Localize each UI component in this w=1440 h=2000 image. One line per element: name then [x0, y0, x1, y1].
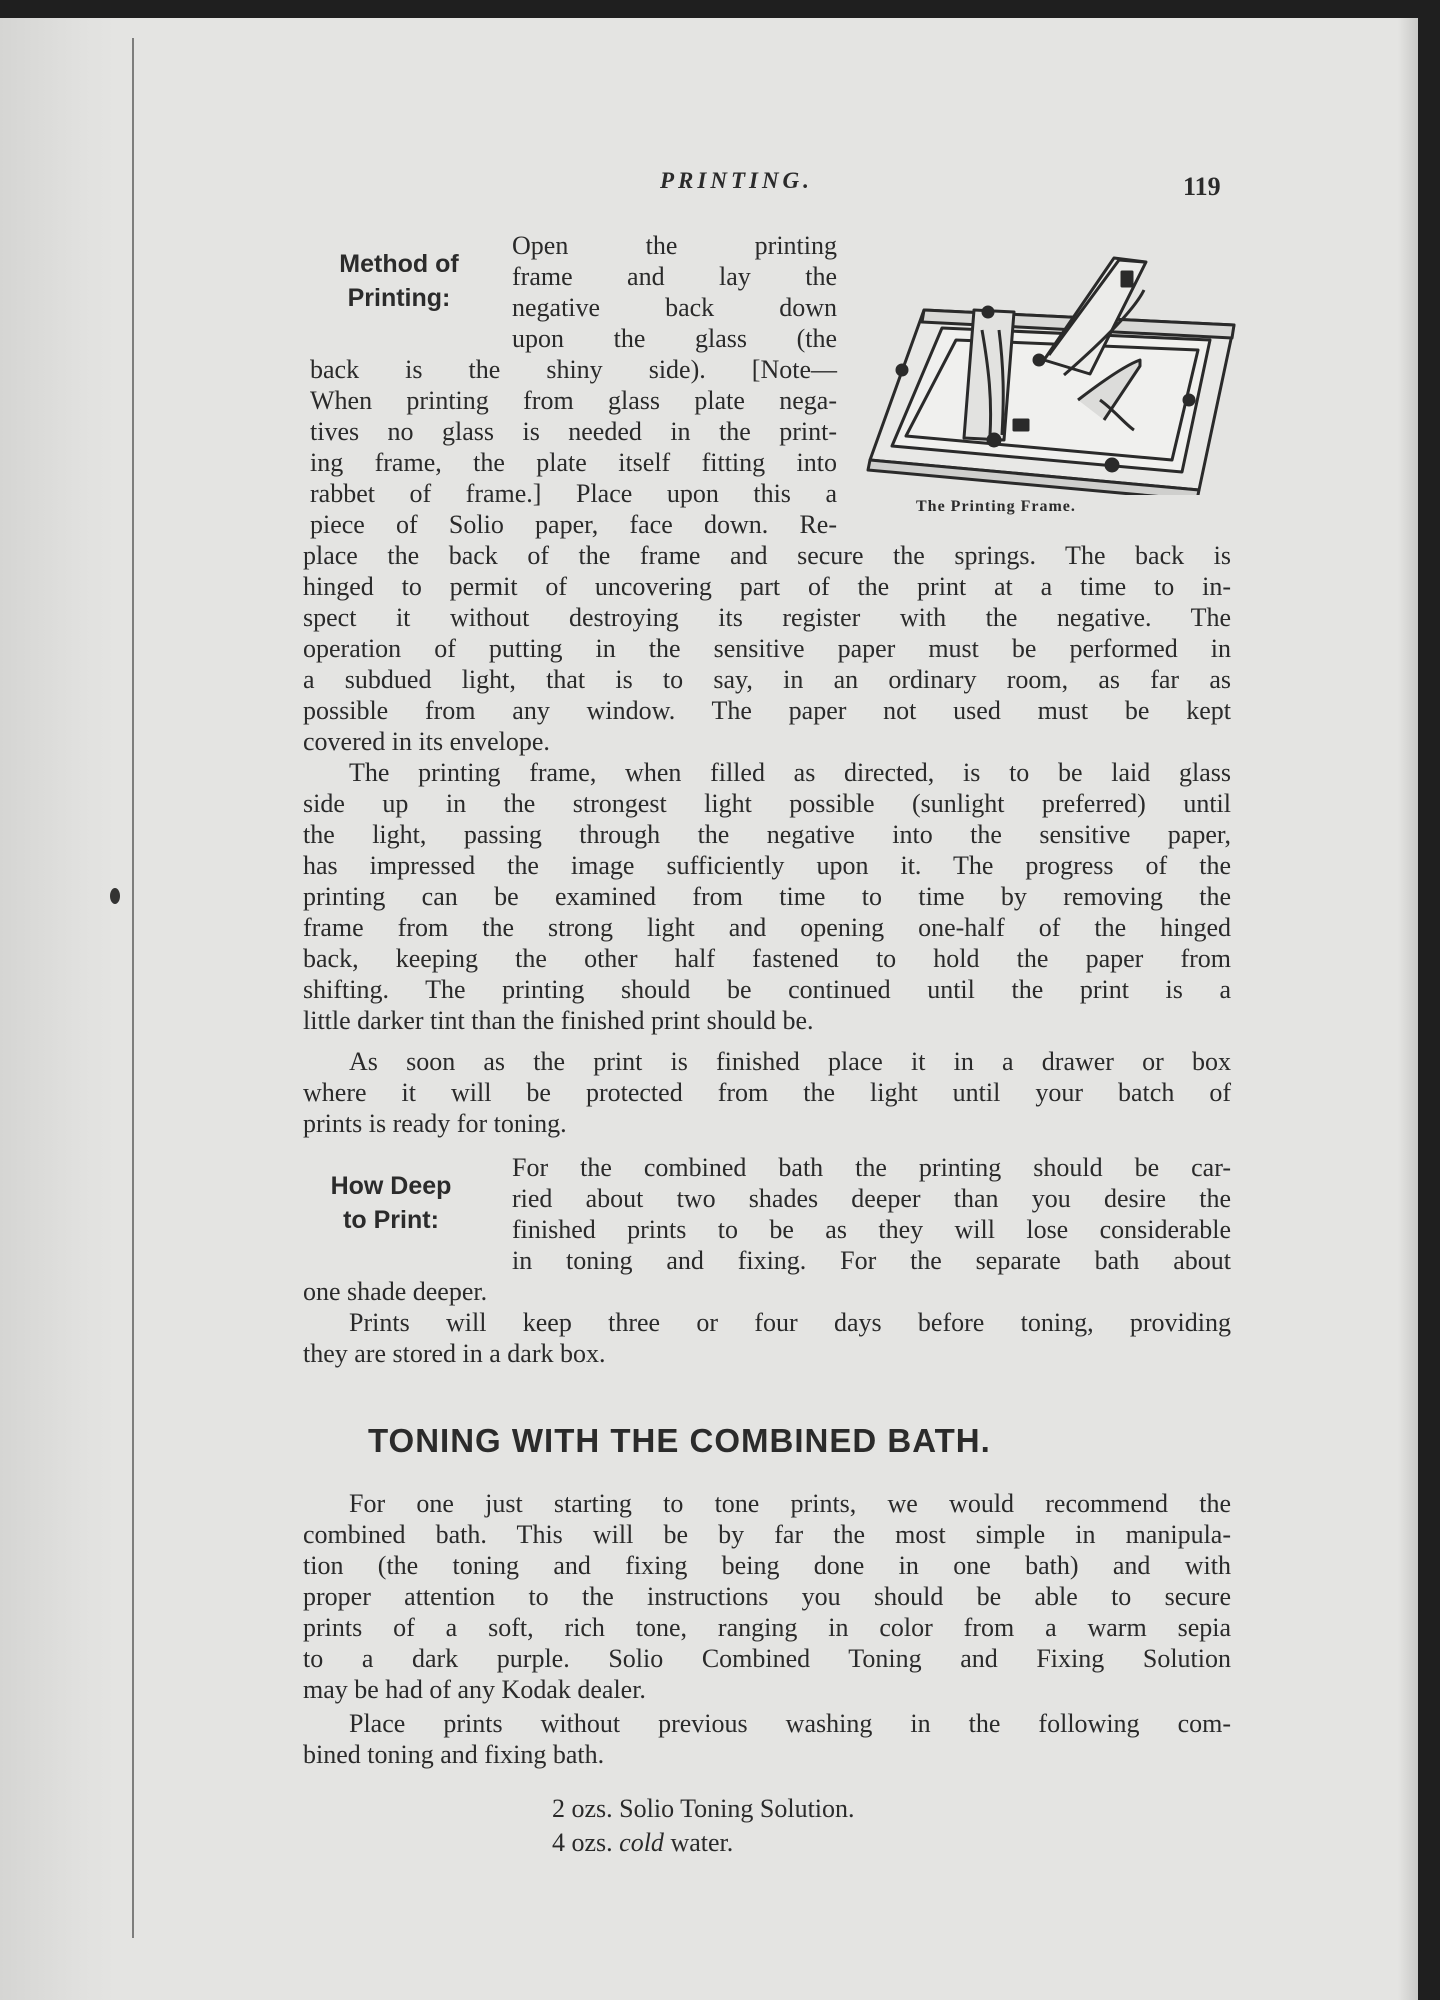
paragraph-printing-frame — [303, 757, 1231, 1036]
text-line: covered in its envelope. — [303, 727, 550, 756]
text-line: tives no glass is needed in the print- — [310, 417, 837, 446]
sidehead-method-of-printing: Method of Printing: — [339, 250, 459, 312]
text-line: prints of a soft, rich tone, ranging in color from a warm sepia — [303, 1613, 1231, 1642]
text-line: piece of Solio paper, face down. Re- — [310, 510, 837, 539]
text-line: tion (the toning and fixing being done in one bath) and with — [303, 1551, 1231, 1580]
method-text-beside-heading — [512, 230, 837, 354]
text-line: where it will be protected from the light until your batch of — [303, 1078, 1231, 1107]
paragraph-toning — [303, 1488, 1231, 1705]
text-line: negative back down — [512, 293, 837, 322]
formula-line-2: 4 ozs. cold water. — [552, 1828, 734, 1857]
text-line: hinged to permit of uncovering part of the print at a time to in- — [303, 572, 1231, 601]
figure-caption: The Printing Frame. — [916, 498, 1076, 515]
page-blemish — [110, 888, 120, 904]
text-line: little darker tint than the finished print should be. — [303, 1006, 814, 1035]
method-text-beside-figure — [310, 354, 837, 540]
running-title: PRINTING. — [660, 168, 813, 193]
text-line: ried about two shades deeper than you desire the — [512, 1184, 1231, 1213]
paragraph-place-prints — [303, 1708, 1231, 1770]
sidehead-how-deep-to-print: How Deep to Print: — [330, 1172, 452, 1234]
page-spine — [0, 18, 118, 2000]
text-line: When printing from glass plate nega- — [310, 386, 837, 415]
text-line: prints is ready for toning. — [303, 1109, 567, 1138]
paragraph-as-soon — [303, 1046, 1231, 1139]
text-line: The printing frame, when filled as directed, is to be laid glass — [349, 758, 1231, 787]
text-line: Open the printing — [512, 231, 837, 260]
paragraph-prints-keep — [303, 1307, 1231, 1369]
text-line: a subdued light, that is to say, in an ordinary room, as far as — [303, 665, 1231, 694]
text-line: operation of putting in the sensitive paper must be performed in — [303, 634, 1231, 663]
how-deep-text — [512, 1152, 1231, 1276]
text-line: proper attention to the instructions you should be able to secure — [303, 1582, 1231, 1611]
gutter-fold-line — [132, 38, 134, 1938]
text-line: printing can be examined from time to time by removing the — [303, 882, 1231, 911]
text-line: shifting. The printing should be continued until the print is a — [303, 975, 1231, 1004]
text-line: possible from any window. The paper not used must be kept — [303, 696, 1231, 725]
text-line: they are stored in a dark box. — [303, 1339, 606, 1368]
text-line: ing frame, the plate itself fitting into — [310, 448, 837, 477]
text-line: rabbet of frame.] Place upon this a — [310, 479, 837, 508]
text-line: side up in the strongest light possible (sunlight preferred) until — [303, 789, 1231, 818]
text-line: may be had of any Kodak dealer. — [303, 1675, 646, 1704]
text-line: For one just starting to tone prints, we would recommend the — [349, 1489, 1231, 1518]
text-line: in toning and fixing. For the separate bath about — [512, 1246, 1231, 1275]
text-line: upon the glass (the — [512, 324, 837, 353]
method-text-full-width — [303, 540, 1231, 757]
text-line: to a dark purple. Solio Combined Toning and Fixing Solution — [303, 1644, 1231, 1673]
text-line: the light, passing through the negative into the sensitive paper, — [303, 820, 1231, 849]
how-deep-continuation — [303, 1276, 1231, 1307]
text-line: one shade deeper. — [303, 1277, 488, 1306]
text-line: Prints will keep three or four days before toning, providing — [349, 1308, 1231, 1337]
text-line: frame and lay the — [512, 262, 837, 291]
text-line: bined toning and fixing bath. — [303, 1740, 605, 1769]
text-line: frame from the strong light and opening one-half of the hinged — [303, 913, 1231, 942]
page-number: 119 — [1183, 172, 1221, 201]
text-line: For the combined bath the printing should be car- — [512, 1153, 1231, 1182]
text-line: place the back of the frame and secure the springs. The back is — [303, 541, 1231, 570]
section-heading: TONING WITH THE COMBINED BATH. — [368, 1422, 991, 1459]
text-line: spect it without destroying its register with the negative. The — [303, 603, 1231, 632]
text-line: Place prints without previous washing in the following com- — [349, 1709, 1231, 1738]
text-line: combined bath. This will be by far the most simple in manipula- — [303, 1520, 1231, 1549]
page-edge-shadow — [1398, 18, 1418, 2000]
text-line: back is the shiny side). [Note— — [310, 355, 837, 384]
text-line: finished prints to be as they will lose considerable — [512, 1215, 1231, 1244]
text-line: has impressed the image sufficiently upon it. The progress of the — [303, 851, 1231, 880]
formula-line-1: 2 ozs. Solio Toning Solution. — [552, 1794, 855, 1823]
text-line: back, keeping the other half fastened to hold the paper from — [303, 944, 1231, 973]
printing-frame-illustration — [864, 250, 1236, 495]
text-line: As soon as the print is finished place it in a drawer or box — [349, 1047, 1231, 1076]
formula-block — [552, 1792, 855, 1860]
